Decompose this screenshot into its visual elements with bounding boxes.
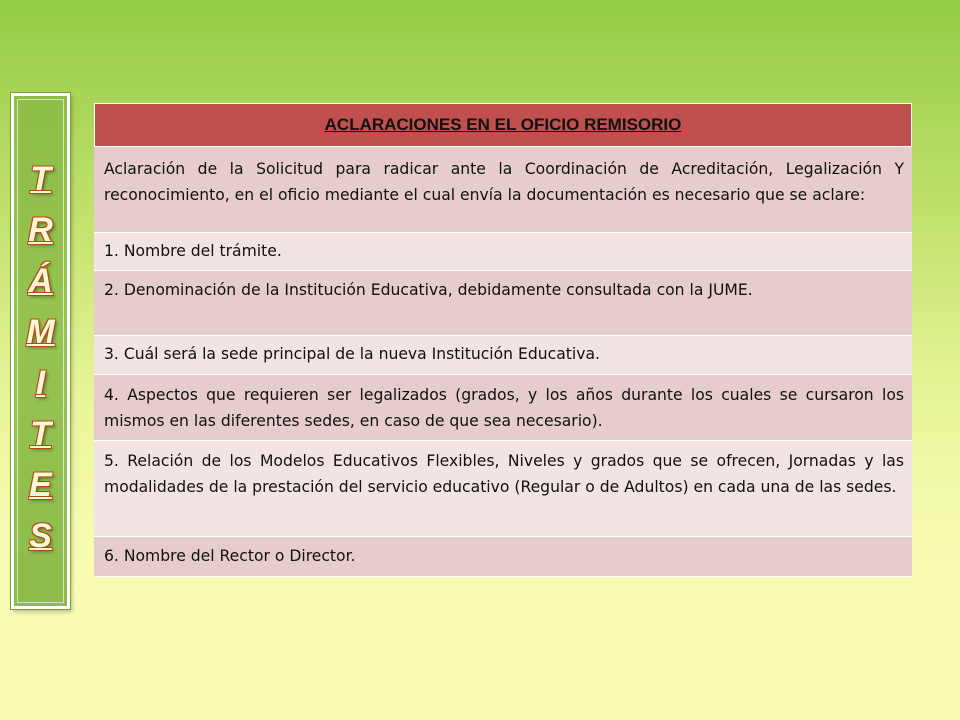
banner-letter: R — [28, 211, 53, 249]
table-row: 5. Relación de los Modelos Educativos Flexibles, Niveles y grados que se ofrecen, Jornadas y las modalidades de la prestación del servicio educativo (Regular o de Adultos) en cada una de las sedes. — [94, 441, 912, 537]
banner-letter: I — [35, 364, 46, 402]
table-row-intro: Aclaración de la Solicitud para radicar ante la Coordinación de Acreditación, Legalización Y reconocimiento, en el oficio mediante el cual envía la documentación es necesario que se aclare: — [94, 147, 912, 233]
table-row: 3. Cuál será la sede principal de la nueva Institución Educativa. — [94, 336, 912, 375]
banner-letter: T — [30, 160, 51, 198]
banner-letter: S — [29, 517, 52, 555]
table-header — [94, 103, 912, 147]
table-header-title: ACLARACIONES EN EL OFICIO REMISORIO — [324, 115, 682, 134]
table-row: 1. Nombre del trámite. — [94, 233, 912, 271]
banner-letter: T — [30, 415, 51, 453]
aclaraciones-table — [94, 103, 912, 577]
banner-letter: M — [26, 313, 55, 351]
banner-title-vertical — [14, 154, 67, 562]
tramites-side-banner — [11, 93, 70, 609]
banner-letter: E — [29, 466, 52, 504]
table-row: 4. Aspectos que requieren ser legalizados (grados, y los años durante los cuales se cursaron los mismos en las diferentes sedes, en caso de que sea necesario). — [94, 375, 912, 441]
table-row: 6. Nombre del Rector o Director. — [94, 537, 912, 577]
table-row: 2. Denominación de la Institución Educativa, debidamente consultada con la JUME. — [94, 271, 912, 336]
banner-letter: Á — [28, 262, 53, 300]
